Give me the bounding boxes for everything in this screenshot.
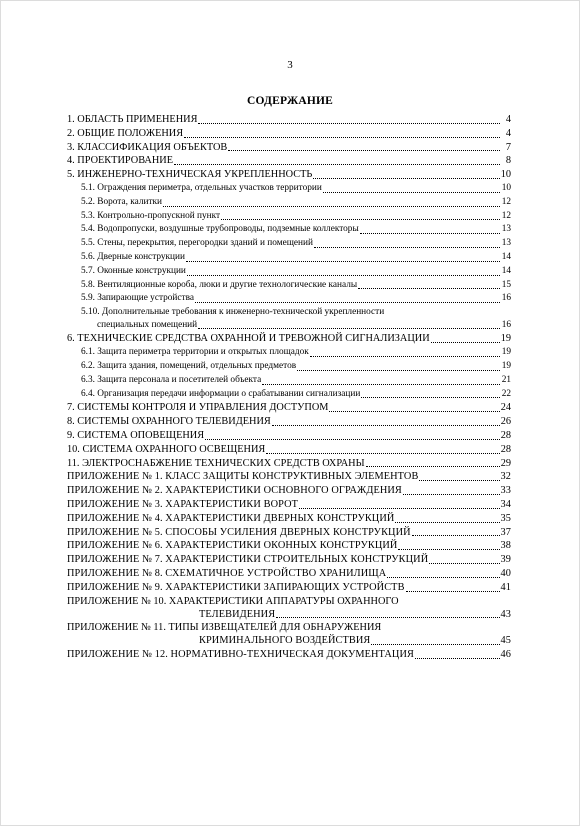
toc-title: СОДЕРЖАНИЕ: [246, 95, 334, 107]
toc-appendix[interactable]: [67, 553, 511, 567]
toc-entry-title: 11. ЭЛЕКТРОСНАБЖЕНИЕ ТЕХНИЧЕСКИХ СРЕДСТВ ОХРАНЫ: [67, 457, 365, 469]
toc-entry-page: 8: [505, 155, 511, 167]
toc-entry-title: 1. ОБЛАСТЬ ПРИМЕНЕНИЯ: [67, 114, 198, 125]
dot-leader: [187, 275, 500, 276]
toc-entry-page: 26: [500, 416, 511, 428]
toc-entry-title: 5.2. Ворота, калитки: [81, 196, 162, 207]
toc-subentry[interactable]: [67, 196, 511, 210]
dot-leader: [198, 328, 500, 329]
toc-entry-title-cont: ТЕЛЕВИДЕНИЯ: [199, 608, 276, 620]
toc-entry-title: 4. ПРОЕКТИРОВАНИЕ: [67, 155, 174, 167]
toc-subentry[interactable]: [67, 279, 511, 293]
toc-entry-page: 14: [501, 265, 511, 276]
toc-appendix[interactable]: [67, 470, 511, 484]
dot-leader: [313, 178, 499, 179]
toc-entry-title: 2. ОБЩИЕ ПОЛОЖЕНИЯ: [67, 127, 184, 139]
toc-entry-page: 28: [500, 430, 511, 442]
toc-entry[interactable]: [67, 429, 511, 443]
toc-entry-title: 5.4. Водопропуски, воздушные трубопроводы, подземные коллекторы: [81, 224, 359, 235]
toc-subentry[interactable]: [67, 306, 511, 332]
dot-leader: [366, 466, 500, 467]
toc-entry-page: 46: [500, 649, 511, 661]
toc-entry-title: 5.7. Оконные конструкции: [81, 265, 186, 276]
dot-leader: [198, 123, 500, 124]
toc-entry-title: ПРИЛОЖЕНИЕ № 10. ХАРАКТЕРИСТИКИ АППАРАТУРЫ ОХРАННОГО: [67, 595, 399, 607]
toc-entry-title: 9. СИСТЕМА ОПОВЕЩЕНИЯ: [67, 430, 205, 442]
toc-subentry[interactable]: [67, 374, 511, 388]
toc-entry-title: 5. ИНЖЕНЕРНО-ТЕХНИЧЕСКАЯ УКРЕПЛЕННОСТЬ: [67, 169, 313, 181]
toc-entry-page: 37: [500, 526, 511, 538]
toc-entry-page: 10: [500, 169, 511, 181]
toc-entry-page: 41: [500, 581, 511, 593]
toc-appendix[interactable]: [67, 567, 511, 581]
dot-leader: [403, 494, 500, 495]
toc-entry-page: 19: [501, 361, 511, 372]
dot-leader: [429, 563, 499, 564]
toc-entry[interactable]: [67, 415, 511, 429]
dot-leader: [195, 302, 500, 303]
toc-appendix[interactable]: [67, 621, 511, 648]
dot-leader: [272, 425, 500, 426]
toc-entry-title: ПРИЛОЖЕНИЕ № 9. ХАРАКТЕРИСТИКИ ЗАПИРАЮЩИХ УСТРОЙСТВ: [67, 581, 405, 593]
toc-entry[interactable]: [67, 401, 511, 415]
toc-entry-title: 6. ТЕХНИЧЕСКИЕ СРЕДСТВА ОХРАННОЙ И ТРЕВОЖНОЙ СИГНАЛИЗАЦИИ: [67, 333, 430, 345]
dot-leader: [314, 247, 500, 248]
toc-subentry[interactable]: [67, 182, 511, 196]
dot-leader: [431, 342, 500, 343]
dot-leader: [412, 535, 500, 536]
page-number: 3: [287, 59, 293, 71]
table-of-contents: [67, 113, 511, 662]
toc-entry[interactable]: [67, 113, 511, 127]
toc-entry-title: 5.5. Стены, перекрытия, перегородки зданий и помещений: [81, 238, 313, 249]
toc-entry-page: 38: [500, 540, 511, 552]
dot-leader: [415, 658, 500, 659]
dot-leader: [228, 150, 500, 151]
toc-appendix[interactable]: [67, 498, 511, 512]
toc-appendix[interactable]: [67, 512, 511, 526]
dot-leader: [299, 508, 500, 509]
dot-leader: [398, 549, 499, 550]
toc-entry-title: 6.4. Организация передачи информации о срабатывании сигнализации: [81, 388, 361, 399]
dot-leader: [174, 164, 500, 165]
toc-entry-page: 22: [501, 388, 511, 399]
toc-entry-page: 4: [505, 127, 511, 139]
toc-subentry[interactable]: [67, 223, 511, 237]
toc-subentry[interactable]: [67, 265, 511, 279]
toc-entry[interactable]: [67, 141, 511, 155]
toc-entry-page: 4: [505, 114, 511, 125]
toc-entry-title: 8. СИСТЕМЫ ОХРАННОГО ТЕЛЕВИДЕНИЯ: [67, 416, 271, 428]
toc-entry-page: 19: [501, 347, 511, 358]
toc-entry-page: 29: [500, 457, 511, 469]
toc-entry-page: 19: [500, 333, 511, 345]
toc-entry[interactable]: [67, 154, 511, 168]
dot-leader: [387, 577, 499, 578]
toc-entry-title: 5.10. Дополнительные требования к инженерно-технической укрепленности: [81, 307, 385, 318]
dot-leader: [205, 439, 500, 440]
toc-entry-title: 6.3. Защита персонала и посетителей объекта: [81, 374, 262, 385]
dot-leader: [297, 370, 500, 371]
toc-entry-page: 16: [501, 319, 511, 330]
toc-entry-title: 5.8. Вентиляционные короба, люки и другие технологические каналы: [81, 279, 358, 290]
toc-entry-title: 7. СИСТЕМЫ КОНТРОЛЯ И УПРАВЛЕНИЯ ДОСТУПОМ: [67, 402, 329, 414]
dot-leader: [371, 644, 499, 645]
toc-entry-title: ПРИЛОЖЕНИЕ № 7. ХАРАКТЕРИСТИКИ СТРОИТЕЛЬНЫХ КОНСТРУКЦИЙ: [67, 554, 429, 566]
dot-leader: [406, 591, 500, 592]
toc-appendix[interactable]: [67, 581, 511, 595]
toc-appendix[interactable]: [67, 484, 511, 498]
dot-leader: [361, 397, 500, 398]
dot-leader: [266, 453, 499, 454]
toc-entry-page: 15: [501, 279, 511, 290]
toc-subentry[interactable]: [67, 360, 511, 374]
toc-entry-page: 10: [501, 182, 511, 193]
toc-entry-title: ПРИЛОЖЕНИЕ № 5. СПОСОБЫ УСИЛЕНИЯ ДВЕРНЫХ КОНСТРУКЦИЙ: [67, 526, 411, 538]
toc-entry-title: ПРИЛОЖЕНИЕ № 8. СХЕМАТИЧНОЕ УСТРОЙСТВО ХРАНИЛИЩА: [67, 568, 387, 579]
toc-subentry[interactable]: [67, 292, 511, 306]
toc-entry-title-cont: специальных помещений: [97, 319, 198, 330]
toc-entry-page: 35: [500, 512, 511, 524]
toc-entry-title-cont: КРИМИНАЛЬНОГО ВОЗДЕЙСТВИЯ: [199, 635, 371, 647]
toc-entry[interactable]: [67, 168, 511, 182]
toc-appendix[interactable]: [67, 595, 511, 622]
toc-entry-page: 43: [500, 608, 511, 620]
toc-subentry[interactable]: [67, 237, 511, 251]
toc-entry-page: 45: [500, 635, 511, 647]
toc-entry-title: 6.1. Защита периметра территории и открытых площадок: [81, 347, 309, 358]
toc-entry-page: 13: [501, 224, 511, 235]
toc-appendix[interactable]: [67, 539, 511, 553]
toc-entry-title: 5.9. Запирающие устройства: [81, 293, 194, 304]
toc-entry-title: ПРИЛОЖЕНИЕ № 2. ХАРАКТЕРИСТИКИ ОСНОВНОГО ОГРАЖДЕНИЯ: [67, 485, 402, 497]
toc-subentry[interactable]: [67, 210, 511, 224]
dot-leader: [323, 192, 500, 193]
toc-entry-title: 5.3. Контрольно-пропускной пункт: [81, 210, 221, 221]
toc-entry-page: 39: [500, 554, 511, 566]
toc-entry-page: 33: [500, 485, 511, 497]
toc-entry-page: 12: [501, 210, 511, 221]
dot-leader: [221, 219, 500, 220]
dot-leader: [310, 356, 500, 357]
toc-entry-title: 10. СИСТЕМА ОХРАННОГО ОСВЕЩЕНИЯ: [67, 443, 266, 455]
dot-leader: [419, 480, 499, 481]
toc-entry-title: ПРИЛОЖЕНИЕ № 11. ТИПЫ ИЗВЕЩАТЕЛЕЙ ДЛЯ ОБНАРУЖЕНИЯ: [67, 622, 382, 634]
toc-entry[interactable]: [67, 332, 511, 346]
toc-entry-page: 21: [501, 374, 511, 385]
toc-subentry[interactable]: [67, 346, 511, 360]
toc-entry-page: 40: [500, 568, 511, 579]
toc-entry-title: ПРИЛОЖЕНИЕ № 12. НОРМАТИВНО-ТЕХНИЧЕСКАЯ ДОКУМЕНТАЦИЯ: [67, 649, 414, 661]
toc-entry-page: 24: [500, 402, 511, 414]
dot-leader: [329, 411, 499, 412]
toc-entry-page: 13: [501, 238, 511, 249]
dot-leader: [163, 206, 500, 207]
toc-entry-title: 3. КЛАССИФИКАЦИЯ ОБЪЕКТОВ: [67, 141, 228, 153]
toc-entry-page: 34: [500, 499, 511, 511]
toc-appendix[interactable]: [67, 526, 511, 540]
dot-leader: [360, 233, 500, 234]
toc-entry-page: 14: [501, 251, 511, 262]
toc-entry-title: ПРИЛОЖЕНИЕ № 3. ХАРАКТЕРИСТИКИ ВОРОТ: [67, 499, 298, 511]
dot-leader: [262, 384, 500, 385]
toc-entry-title: 5.6. Дверные конструкции: [81, 251, 185, 262]
toc-subentry[interactable]: [67, 388, 511, 402]
toc-entry-title: ПРИЛОЖЕНИЕ № 1. КЛАСС ЗАЩИТЫ КОНСТРУКТИВНЫХ ЭЛЕМЕНТОВ: [67, 471, 419, 483]
toc-entry-title: 5.1. Ограждения периметра, отдельных участков территории: [81, 182, 322, 193]
toc-entry-title: ПРИЛОЖЕНИЕ № 4. ХАРАКТЕРИСТИКИ ДВЕРНЫХ КОНСТРУКЦИЙ: [67, 512, 395, 524]
toc-entry-title: ПРИЛОЖЕНИЕ № 6. ХАРАКТЕРИСТИКИ ОКОННЫХ КОНСТРУКЦИЙ: [67, 540, 398, 552]
dot-leader: [276, 617, 499, 618]
toc-entry-page: 16: [501, 293, 511, 304]
dot-leader: [186, 261, 500, 262]
toc-entry-page: 32: [500, 471, 511, 483]
toc-entry[interactable]: [67, 457, 511, 471]
toc-entry-page: 28: [500, 443, 511, 455]
toc-entry-page: 7: [505, 141, 511, 153]
toc-entry-page: 12: [501, 196, 511, 207]
toc-entry-title: 6.2. Защита здания, помещений, отдельных предметов: [81, 361, 297, 372]
dot-leader: [395, 522, 499, 523]
toc-entry[interactable]: [67, 443, 511, 457]
dot-leader: [184, 137, 500, 138]
toc-appendix[interactable]: [67, 648, 511, 662]
toc-entry[interactable]: [67, 127, 511, 141]
dot-leader: [358, 288, 500, 289]
toc-subentry[interactable]: [67, 251, 511, 265]
